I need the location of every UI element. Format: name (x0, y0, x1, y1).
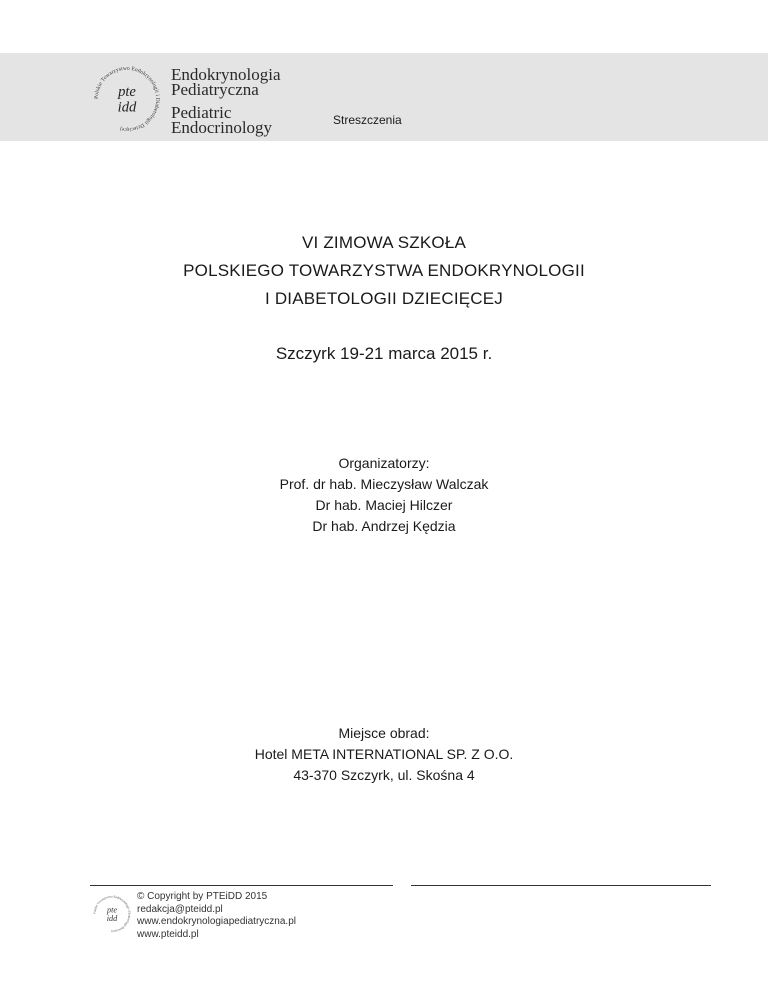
organizer-name: Prof. dr hab. Mieczysław Walczak (279, 476, 489, 492)
organizer-name: Dr hab. Andrzej Kędzia (312, 518, 456, 534)
journal-name-en-line1: Pediatric (171, 103, 232, 122)
seal-ring-text: Polskie Towarzystwo Endokrynologii i Diabetologii Dziecięcej (93, 65, 161, 133)
journal-seal-logo (88, 60, 166, 138)
section-label: Streszczenia (333, 113, 402, 127)
journal-name-en-line2: Endocrinology (171, 118, 273, 137)
footer-website-link[interactable]: www.endokrynologiapediatryczna.pl (137, 916, 296, 927)
event-date-place: Szczyrk 19-21 marca 2015 r. (275, 344, 493, 363)
seal-monogram-bottom: idd (117, 99, 137, 116)
footer-seal-monogram-bottom: idd (106, 914, 118, 924)
footer-seal-logo (90, 892, 134, 936)
footer-divider-left (90, 885, 393, 886)
journal-name-pl-line1: Endokrynologia (171, 65, 281, 84)
journal-name-pl-line2: Pediatryczna (171, 80, 259, 99)
title-line-3: I DIABETOLOGII DZIECIĘCEJ (264, 289, 503, 308)
footer-info (137, 891, 296, 941)
footer-seal-ring-text: Polskie Towarzystwo Endokrynologii i Diabetologii Dziecięcej (92, 894, 132, 934)
footer-email-link[interactable]: redakcja@pteidd.pl (137, 903, 223, 915)
title-line-2: POLSKIEGO TOWARZYSTWA ENDOKRYNOLOGII (183, 261, 585, 280)
venue-block (0, 723, 768, 786)
journal-names (171, 67, 281, 135)
footer-copyright: © Copyright by PTEiDD 2015 (137, 891, 268, 902)
footer-seal-monogram-top: pte (106, 905, 118, 915)
seal-monogram-top: pte (118, 84, 136, 101)
organizer-name: Dr hab. Maciej Hilczer (315, 497, 453, 513)
venue-address: 43-370 Szczyrk, ul. Skośna 4 (293, 767, 475, 783)
venue-hotel: Hotel META INTERNATIONAL SP. Z O.O. (254, 746, 514, 762)
title-line-1: VI ZIMOWA SZKOŁA (301, 233, 467, 252)
page-title (0, 229, 768, 313)
organizers-block (0, 453, 768, 537)
footer-divider-right (411, 885, 711, 886)
organizers-heading: Organizatorzy: (338, 455, 430, 471)
venue-heading: Miejsce obrad: (338, 725, 430, 741)
footer-website-link[interactable]: www.pteidd.pl (137, 928, 199, 940)
